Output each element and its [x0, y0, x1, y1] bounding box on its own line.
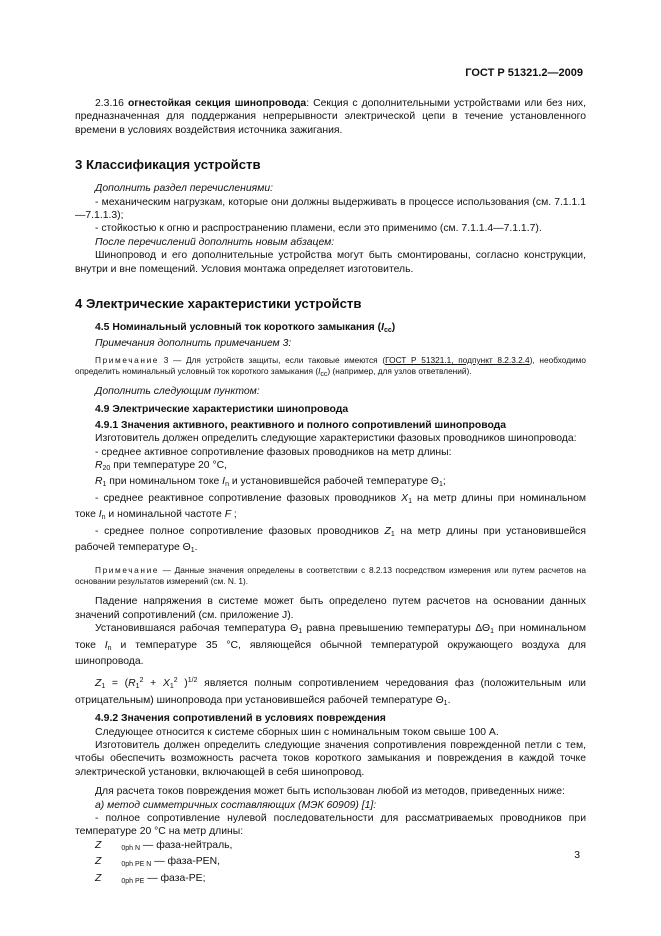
definition-number: 2.3.16	[95, 98, 124, 109]
page-number: 3	[574, 850, 580, 861]
zero-sequence-item: - полное сопротивление нулевой последовательности для рассматриваемых проводников при температуре 20 °С на метр длины:	[75, 813, 586, 838]
subsection-4-9-1-p1: Изготовитель должен определить следующие характеристики фазовых проводников шинопровода:	[95, 433, 577, 445]
document-header: ГОСТ Р 51321.2—2009	[465, 67, 583, 79]
method-a: а) метод симметричных составляющих (МЭК 60909) [1]:	[95, 799, 377, 811]
subsection-4-9-2-p2: Изготовитель должен определить следующие значения сопротивления поврежденной петли с тем, чтобы обеспечить возможность расчета токов короткого замыкания и повреждения в каждой точке электрической установки, включающей в себя шинопровод.	[75, 740, 586, 778]
definition-2-3-16	[75, 97, 586, 137]
r1-line: $R_1$ при номинальном токе $I_n$ и установившейся рабочей температуре $\Theta_1$;	[95, 476, 446, 489]
impedance-item: - среднее полное сопротивление фазовых проводников $Z_1$ на метр длины при установившейся рабочей температуре $\Theta_1$.	[75, 525, 586, 554]
section-3-item-1: - механическим нагрузкам, которые они должны выдерживать в процессе использования (см. 7.1.1.1—7.1.1.3);	[75, 196, 586, 222]
section-4-title: 4 Электрические характеристики устройств	[75, 296, 362, 312]
z-item: Z 0ph PE N — фаза-PEN,	[95, 856, 220, 869]
note-label: Примечание	[95, 354, 160, 365]
definition-term: огнестойкая секция шинопровода	[127, 98, 307, 109]
z-item: Z 0ph PE — фаза-PE;	[95, 872, 206, 885]
subsection-4-5-intro: Примечания дополнить примечанием 3:	[95, 338, 292, 350]
section-3-intro: Дополнить раздел перечислениями:	[95, 183, 273, 195]
document-body	[75, 97, 586, 888]
add-item-instruction: Дополнить следующим пунктом:	[95, 385, 260, 397]
subsection-4-9-2-p1: Следующее относится к системе сборных шин с номинальным током свыше 100 А.	[95, 726, 499, 738]
z-item: Z 0ph N — фаза-нейтраль,	[95, 839, 233, 852]
impedance-formula-paragraph: $Z_1 = (R_1^2 + X_1^2$ )$^{1/2}$ является полным сопротивлением чередования фаз (положительным или отрицательным) шинопровода при установившейся рабочей температуре $\Theta_1$.	[75, 677, 586, 707]
subsection-4-9-2-p3: Для расчета токов повреждения может быть использован любой из методов, приведенных ниже:	[95, 786, 565, 798]
subsection-4-9-title: 4.9 Электрические характеристики шинопровода	[95, 404, 349, 416]
note-label: Примечание	[95, 565, 160, 576]
section-3-paragraph: Шинопровод и его дополнительные устройства могут быть смонтированы, согласно конструкции, внутри и вне помещений. Условия монтажа определяет изготовитель.	[75, 250, 586, 275]
gost-reference-link[interactable]: ГОСТ Р 51321.1, подпункт 8.2.3.2.4	[385, 354, 530, 365]
reactive-resistance-item: - среднее реактивное сопротивление фазовых проводников $X_1$ на метр длины при номинальном токе $I_n$ и номинальной частоте F ;	[75, 492, 587, 522]
active-resistance-item: - среднее активное сопротивление фазовых проводников на метр длины:	[95, 446, 452, 458]
r20-line: $R_{20}$ при температуре 20 °С,	[95, 459, 227, 472]
section-3-item-2: - стойкостью к огню и распространению пламени, если это применимо (см. 7.1.1.4—7.1.1.7).	[95, 223, 542, 235]
section-3-after: После перечислений дополнить новым абзацем:	[95, 236, 335, 248]
definition-text: : Секция с дополнительными устройствами или без них, предназначенная для поддержания непрерывности электрической цепи в течение установленного времени в условиях воздействия источника зажигания.	[75, 98, 586, 136]
subsection-4-9-2-title: 4.9.2 Значения сопротивлений в условиях повреждения	[95, 713, 386, 725]
note-measurement: Примечание — Данные значения определены в соответствии с 8.2.13 посредством измерения или путем расчетов на основании результатов измерений (см. N. 1).	[75, 565, 586, 587]
note-3: Примечание 3 — Для устройств защиты, если таковые имеются (ГОСТ Р 51321.1, подпункт 8.2.3.2.4), необходимо определить номинальный условный ток короткого замыкания $(I_{cc})$ (например, для узлов ответвлений).	[75, 354, 586, 378]
voltage-drop-paragraph: Падение напряжения в системе может быть определено путем расчетов на основании данных значений сопротивлений (см. приложение J).	[75, 596, 586, 621]
section-3-title: 3 Классификация устройств	[75, 157, 261, 173]
operating-temperature-paragraph: Установившаяся рабочая температура $\Theta_1$ равна превышению температуры $\Delta\Theta_1$ при номинальном токе $I_n$ и температуре 35 °С, являющейся обычной температурой окружающего воздуха для шинопровода.	[75, 623, 587, 667]
subsection-4-9-1-title: 4.9.1 Значения активного, реактивного и полного сопротивлений шинопровода	[95, 419, 507, 431]
subsection-4-5-title: 4.5 Номинальный условный ток короткого замыкания $(I_{cc})$	[95, 322, 396, 335]
